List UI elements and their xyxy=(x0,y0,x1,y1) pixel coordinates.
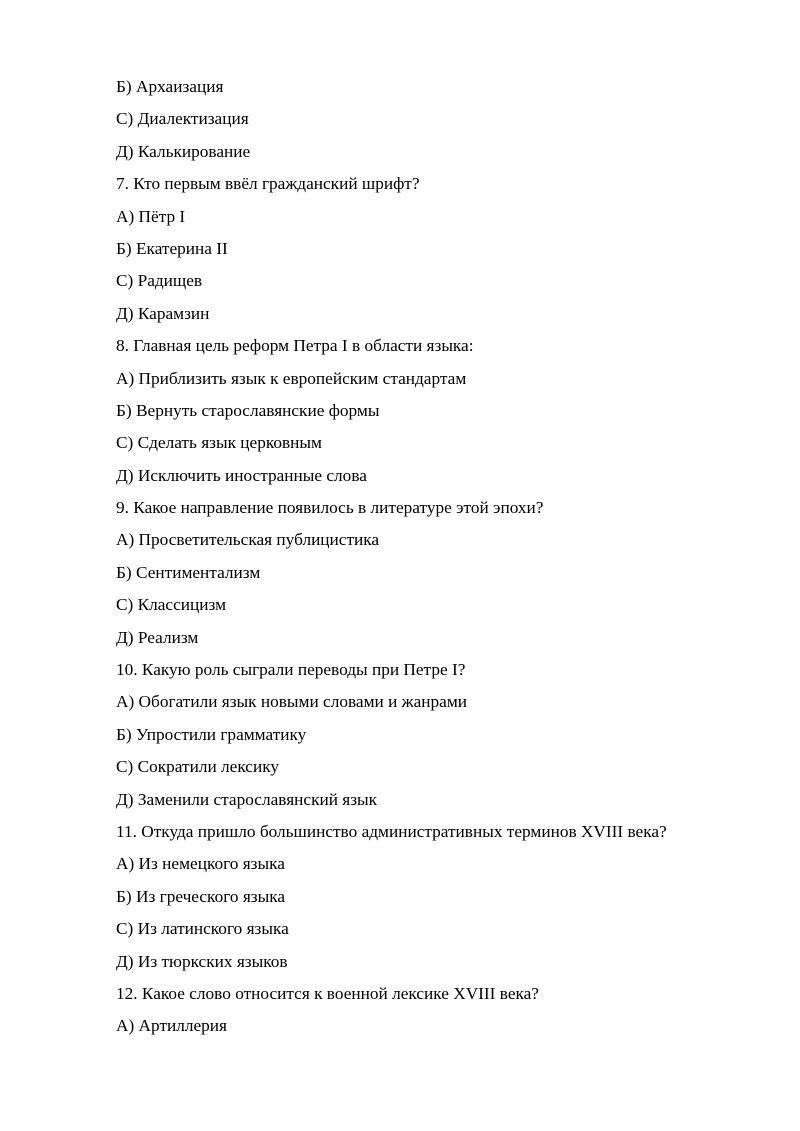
answer-option-d: Д) Из тюркских языков xyxy=(116,951,288,971)
question-8: 8. Главная цель реформ Петра I в области языка: xyxy=(116,336,474,356)
answer-option-d: Д) Калькирование xyxy=(116,141,251,161)
answer-option-c: С) Сократили лексику xyxy=(116,757,279,777)
answer-option-b: Б) Из греческого языка xyxy=(116,886,286,906)
answer-option-d: Д) Заменили старославянский язык xyxy=(116,789,378,809)
answer-option-a: А) Артиллерия xyxy=(116,1016,228,1036)
answer-option-b: Б) Архаизация xyxy=(116,77,224,96)
question-11: 11. Откуда пришло большинство административных терминов XVIII века? xyxy=(116,821,667,841)
text-lines xyxy=(116,76,776,1048)
answer-option-b: Б) Сентиментализм xyxy=(116,562,261,582)
answer-option-d: Д) Реализм xyxy=(116,627,199,647)
answer-option-c: С) Сделать язык церковным xyxy=(116,433,322,453)
answer-option-a: А) Обогатили язык новыми словами и жанрами xyxy=(116,692,467,712)
answer-option-c: С) Классицизм xyxy=(116,595,227,615)
answer-option-a: А) Просветительская публицистика xyxy=(116,530,380,550)
answer-option-c: С) Радищев xyxy=(116,271,203,291)
answer-option-d: Д) Карамзин xyxy=(116,303,210,323)
answer-option-c: С) Из латинского языка xyxy=(116,919,289,939)
answer-option-a: А) Пётр I xyxy=(116,206,186,226)
question-7: 7. Кто первым ввёл гражданский шрифт? xyxy=(116,174,420,194)
question-12: 12. Какое слово относится к военной лексике XVIII века? xyxy=(116,983,539,1003)
question-10: 10. Какую роль сыграли переводы при Петре I? xyxy=(116,660,466,680)
answer-option-b: Б) Упростили грамматику xyxy=(116,724,307,744)
answer-option-d: Д) Исключить иностранные слова xyxy=(116,465,367,485)
answer-option-c: С) Диалектизация xyxy=(116,109,249,129)
answer-option-b: Б) Екатерина II xyxy=(116,238,228,258)
question-9: 9. Какое направление появилось в литературе этой эпохи? xyxy=(116,498,544,518)
answer-option-a: А) Из немецкого языка xyxy=(116,854,285,874)
answer-option-a: А) Приблизить язык к европейским стандартам xyxy=(116,368,467,388)
answer-option-b: Б) Вернуть старославянские формы xyxy=(116,400,380,420)
